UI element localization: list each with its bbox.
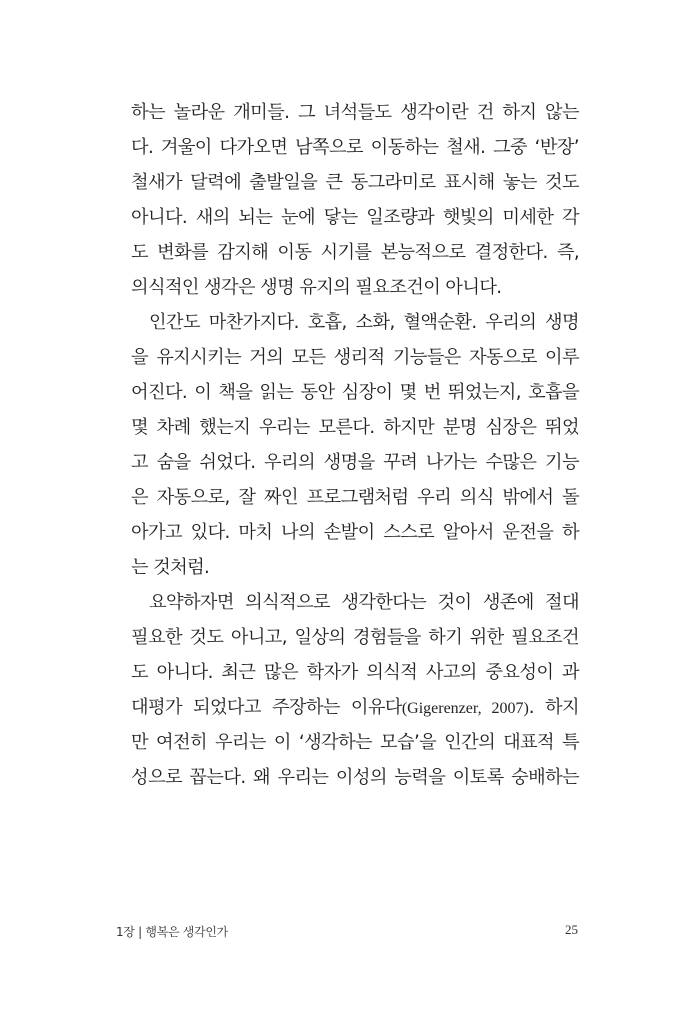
text-line: 아가고 있다. 마치 나의 손발이 스스로 알아서 운전을 하 bbox=[131, 522, 579, 543]
text-line: 는 것처럼. bbox=[131, 557, 210, 578]
paragraph-start-line: 요약하자면 의식적으로 생각한다는 것이 생존에 절대 bbox=[149, 592, 579, 613]
text-line: 어진다. 이 책을 읽는 동안 심장이 몇 번 뛰었는지, 호흡을 bbox=[131, 382, 579, 403]
text-line: 은 자동으로, 잘 짜인 프로그램처럼 우리 의식 밖에서 돌 bbox=[131, 487, 579, 508]
text-line: 몇 차례 했는지 우리는 모른다. 하지만 분명 심장은 뛰었 bbox=[131, 417, 579, 438]
paragraph-start-line: 인간도 마찬가지다. 호흡, 소화, 혈액순환. 우리의 생명 bbox=[149, 312, 579, 333]
text-line: 하는 놀라운 개미들. 그 녀석들도 생각이란 건 하지 않는 bbox=[131, 102, 579, 123]
text-line: 필요한 것도 아니고, 일상의 경험들을 하기 위한 필요조건 bbox=[131, 627, 579, 648]
text-segment: . 하지 bbox=[528, 697, 579, 718]
text-line: 성으로 꼽는다. 왜 우리는 이성의 능력을 이토록 숭배하는 bbox=[131, 767, 579, 788]
text-line: 만 여전히 우리는 이 ‘생각하는 모습’을 인간의 대표적 특 bbox=[131, 732, 579, 753]
text-line: 고 숨을 쉬었다. 우리의 생명을 꾸려 나가는 수많은 기능 bbox=[131, 452, 579, 473]
text-line: 도 아니다. 최근 많은 학자가 의식적 사고의 중요성이 과 bbox=[131, 662, 579, 683]
text-line: 을 유지시키는 거의 모든 생리적 기능들은 자동으로 이루 bbox=[131, 347, 579, 368]
running-footer-chapter: 1장 | 행복은 생각인가 bbox=[116, 925, 228, 939]
text-line-with-citation bbox=[131, 690, 579, 725]
body-text bbox=[131, 95, 579, 795]
text-line: 다. 겨울이 다가오면 남쪽으로 이동하는 철새. 그중 ‘반장’ bbox=[131, 137, 579, 158]
text-line: 아니다. 새의 뇌는 눈에 닿는 일조량과 햇빛의 미세한 각 bbox=[131, 207, 579, 228]
text-line: 도 변화를 감지해 이동 시기를 본능적으로 결정한다. 즉, bbox=[131, 242, 579, 263]
citation: (Gigerenzer, 2007) bbox=[401, 700, 529, 717]
text-line: 의식적인 생각은 생명 유지의 필요조건이 아니다. bbox=[131, 277, 502, 298]
text-segment: 대평가 되었다고 주장하는 이유다 bbox=[131, 697, 402, 718]
page-number: 25 bbox=[565, 922, 578, 937]
text-line: 철새가 달력에 출발일을 큰 동그라미로 표시해 놓는 것도 bbox=[131, 172, 579, 193]
